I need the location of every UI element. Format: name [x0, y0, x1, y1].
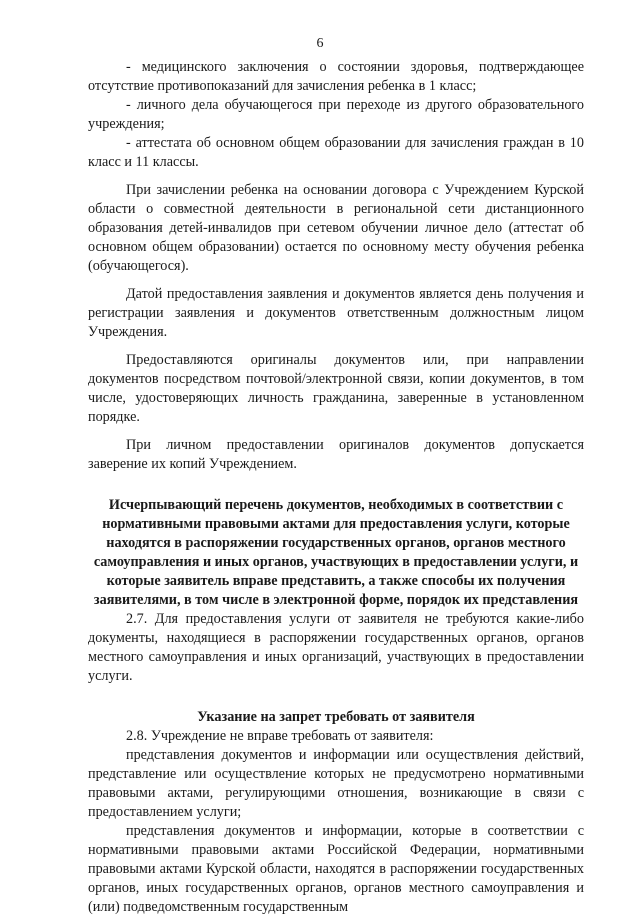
list-item-personal-file: - личного дела обучающегося при переходе из другого образовательного учреждения; [88, 97, 584, 132]
list-item-certificate: - аттестата об основном общем образовании для зачисления граждан в 10 класс и 11 классы. [88, 135, 584, 170]
section-heading-prohibition: Указание на запрет требовать от заявителя [197, 709, 475, 725]
paragraph-originals: Предоставляются оригиналы документов или, при направлении документов посредством почтовой/электронной связи, копии документов, в том числе, удостоверяющих личность гражданина, заверенные в установленном порядке. [88, 352, 584, 425]
paragraph-prohibition-item-2: представления документов и информации, которые в соответствии с нормативными правовыми актами Российской Федерации, нормативными правовыми актами Курской области, находятся в распоряжении государственных органов, иных государственных органов, органов местного самоуправления и (или) подведомственным государственным [88, 823, 584, 915]
page-number: 6 [316, 36, 324, 51]
paragraph-copy-certification: При личном предоставлении оригиналов документов допускается заверение их копий Учреждением. [88, 437, 584, 472]
paragraph-submission-date: Датой предоставления заявления и документов является день получения и регистрации заявления и документов ответственным должностным лицом Учреждения. [88, 286, 584, 340]
paragraph-2-7: 2.7. Для предоставления услуги от заявителя не требуются какие-либо документы, находящиеся в распоряжении государственных органов, органов местного самоуправления и иных организаций, участвующих в предоставлении услуги. [88, 611, 584, 684]
paragraph-2-8: 2.8. Учреждение не вправе требовать от заявителя: [126, 728, 434, 744]
document-body [88, 58, 584, 917]
paragraph-enrollment-contract: При зачислении ребенка на основании договора с Учреждением Курской области о совместной деятельности в региональной сети дистанционного образования детей-инвалидов при сетевом обучении личное дело (аттестат об основном общем образовании) остается по основному месту обучения ребенка (обучающегося). [88, 182, 584, 274]
list-item-medical-certificate: - медицинского заключения о состоянии здоровья, подтверждающее отсутствие противопоказаний для зачисления ребенка в 1 класс; [88, 59, 584, 94]
section-heading-documents-list: Исчерпывающий перечень документов, необходимых в соответствии с нормативными правовыми актами для предоставления услуги, которые находятся в распоряжении государственных органов, органов местного самоуправления и иных органов, участвующих в предоставлении услуги, и которые заявитель вправе представить, а также способы их получения заявителями, в том числе в электронной форме, порядок их представления [93, 497, 579, 608]
paragraph-prohibition-item-1: представления документов и информации или осуществления действий, представление или осуществление которых не предусмотрено нормативными правовыми актами, регулирующими отношения, возникающие в связи с предоставлением услуги; [88, 747, 584, 820]
